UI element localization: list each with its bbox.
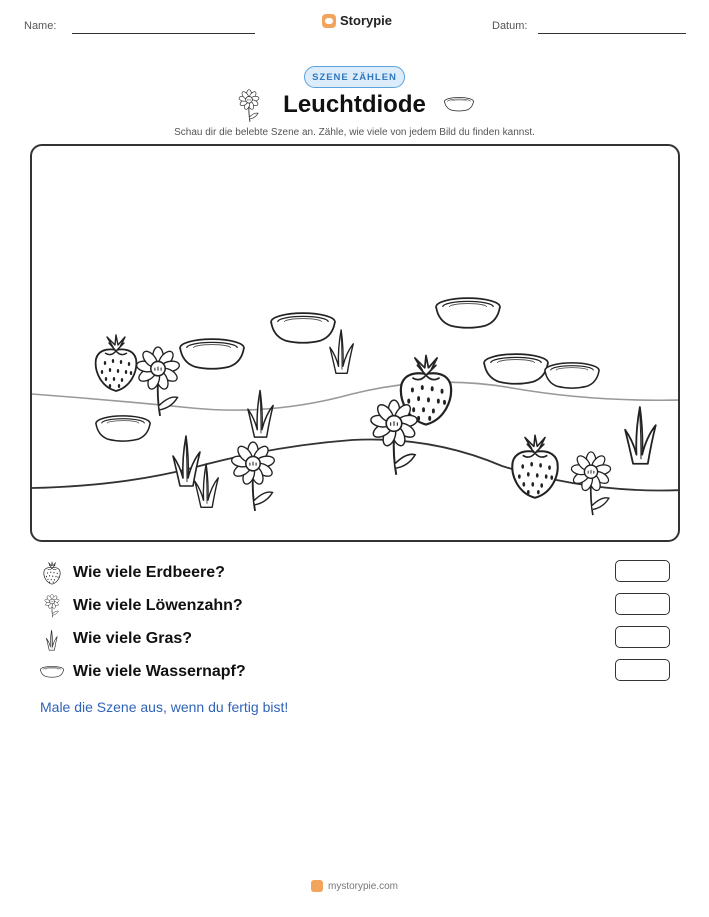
grass <box>195 464 218 507</box>
storypie-logo-icon <box>322 14 336 28</box>
question-dandelion <box>40 591 670 621</box>
instructions: Schau dir die belebte Szene an. Zähle, wie viele von jedem Bild du finden kannst. <box>174 127 535 138</box>
water-bowl <box>484 354 548 384</box>
answer-box-dandelion[interactable] <box>615 593 670 615</box>
grass-icon <box>40 627 64 651</box>
water-bowl <box>180 339 244 369</box>
date-label: Datum: <box>492 20 528 32</box>
name-line[interactable] <box>72 33 255 34</box>
question-text: Wie viele Erdbeere? <box>73 564 225 581</box>
question-water-bowl <box>40 657 670 687</box>
storypie-logo-icon <box>311 880 323 892</box>
strawberry-icon <box>40 561 64 585</box>
water-bowl-icon <box>444 97 474 112</box>
dandelion-icon <box>40 594 64 618</box>
coloring-note: Male die Szene aus, wenn du fertig bist! <box>40 699 289 715</box>
footer <box>0 880 709 892</box>
footer-url[interactable]: mystorypie.com <box>327 880 398 892</box>
grass <box>173 436 200 486</box>
answer-box-strawberry[interactable] <box>615 560 670 582</box>
dandelion <box>571 452 612 515</box>
question-text: Wie viele Gras? <box>73 630 193 647</box>
category-badge: SZENE ZÄHLEN <box>304 66 405 88</box>
date-line[interactable] <box>538 33 686 34</box>
water-bowl <box>436 298 500 328</box>
question-text: Wie viele Wassernapf? <box>73 663 246 680</box>
water-bowl <box>96 416 150 441</box>
brand-name: Storypie <box>340 13 393 28</box>
name-label: Name: <box>24 20 57 32</box>
question-text: Wie viele Löwenzahn? <box>73 597 243 614</box>
strawberry <box>96 335 137 391</box>
answer-box-water-bowl[interactable] <box>615 659 670 681</box>
dandelion <box>231 442 275 511</box>
brand <box>322 13 392 28</box>
answer-box-grass[interactable] <box>615 626 670 648</box>
grass <box>625 407 656 464</box>
question-strawberry <box>40 558 670 588</box>
strawberry <box>512 435 557 498</box>
grass <box>330 330 353 373</box>
water-bowl-icon <box>40 660 64 684</box>
grass <box>248 390 273 437</box>
scene-illustration <box>30 144 680 542</box>
question-grass <box>40 624 670 654</box>
water-bowl <box>271 313 335 343</box>
page-title: Leuchtdiode <box>283 91 426 118</box>
water-bowl <box>545 363 599 388</box>
